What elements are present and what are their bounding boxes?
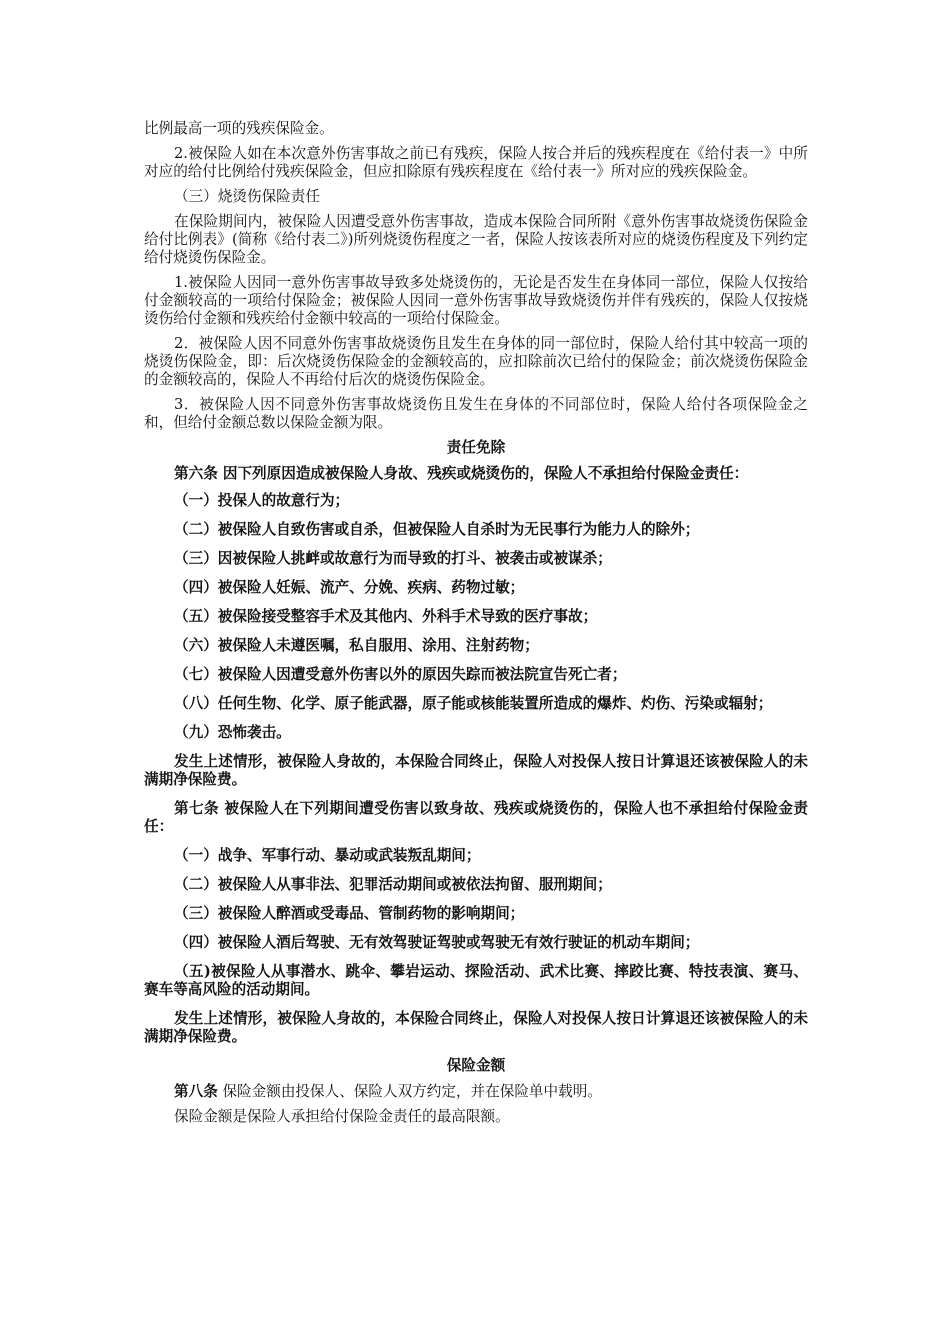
paragraph: （二）被保险人从事非法、犯罪活动期间或被依法拘留、服刑期间； [174, 876, 612, 893]
document-page [144, 120, 808, 1133]
paragraph: 3．被保险人因不同意外伤害事故烧烫伤且发生在身体的不同部位时，保险人给付各项保险金之和，但给付金额总数以保险金额为限。 [144, 396, 808, 431]
section-heading: 保险金额 [446, 1057, 506, 1074]
paragraph: 发生上述情形，被保险人身故的，本保险合同终止，保险人对投保人按日计算退还该被保险人的未满期净保险费。 [144, 1010, 808, 1045]
paragraph: （三）因被保险人挑衅或故意行为而导致的打斗、被袭击或被谋杀； [174, 550, 612, 567]
paragraph: （四）被保险人酒后驾驶、无有效驾驶证驾驶或驾驶无有效行驶证的机动车期间； [174, 934, 700, 951]
paragraph: （六）被保险人未遵医嘱，私自服用、涂用、注射药物； [174, 637, 539, 654]
paragraph: 2.被保险人如在本次意外伤害事故之前已有残疾，保险人按合并后的残疾程度在《给付表一》中所对应的给付比例给付残疾保险金，但应扣除原有残疾程度在《给付表一》所对应的残疾保险金。 [144, 145, 808, 180]
paragraph: （五)被保险人从事潜水、跳伞、攀岩运动、探险活动、武术比赛、摔跤比赛、特技表演、赛马、赛车等高风险的活动期间。 [144, 963, 808, 998]
paragraph: 第六条 因下列原因造成被保险人身故、残疾或烧烫伤的，保险人不承担给付保险金责任： [174, 465, 749, 482]
paragraph: 保险金额是保险人承担给付保险金责任的最高限额。 [174, 1108, 510, 1125]
paragraph: （三）被保险人醉酒或受毒品、管制药物的影响期间； [174, 905, 525, 922]
paragraph: 比例最高一项的残疾保险金。 [144, 120, 334, 137]
paragraph: （五）被保险接受整容手术及其他内、外科手术导致的医疗事故； [174, 608, 598, 625]
paragraph [144, 1083, 808, 1101]
paragraph-text: 保险金额由投保人、保险人双方约定，并在保险单中载明。 [222, 1083, 602, 1100]
paragraph: （一）战争、军事行动、暴动或武装叛乱期间； [174, 847, 481, 864]
paragraph: 发生上述情形，被保险人身故的，本保险合同终止，保险人对投保人按日计算退还该被保险人的未满期净保险费。 [144, 753, 808, 788]
paragraph: （三）烧烫伤保险责任 [174, 188, 320, 205]
paragraph: （二）被保险人自致伤害或自杀，但被保险人自杀时为无民事行为能力人的除外； [174, 521, 700, 538]
paragraph: （九）恐怖袭击。 [174, 724, 291, 741]
paragraph: 1.被保险人因同一意外伤害事故导致多处烧烫伤的，无论是否发生在身体同一部位，保险人仅按给付金额较高的一项给付保险金；被保险人因同一意外伤害事故导致烧烫伤并伴有残疾的，保险人仅按烧烫伤给付金额和残疾给付金额中较高的一项给付保险金。 [144, 274, 808, 327]
paragraph: 在保险期间内，被保险人因遭受意外伤害事故，造成本保险合同所附《意外伤害事故烧烫伤保险金给付比例表》(简称《给付表二》)所列烧烫伤程度之一者，保险人按该表所对应的烧烫伤程度及下列约定给付烧烫伤保险金。 [144, 213, 808, 266]
paragraph: 2．被保险人因不同意外伤害事故烧烫伤且发生在身体的同一部位时，保险人给付其中较高一项的烧烫伤保险金，即：后次烧烫伤保险金的金额较高的，应扣除前次已给付的保险金；前次烧烫伤保险金的金额较高的，保险人不再给付后次的烧烫伤保险金。 [144, 335, 808, 388]
paragraph: （一）投保人的故意行为； [174, 492, 350, 509]
paragraph: （四）被保险人妊娠、流产、分娩、疾病、药物过敏； [174, 579, 525, 596]
paragraph: 第七条 被保险人在下列期间遭受伤害以致身故、残疾或烧烫伤的，保险人也不承担给付保险金责任： [144, 800, 808, 835]
paragraph: （七）被保险人因遭受意外伤害以外的原因失踪而被法院宣告死亡者； [174, 666, 627, 683]
paragraph: （八）任何生物、化学、原子能武器，原子能或核能装置所造成的爆炸、灼伤、污染或辐射； [174, 695, 773, 712]
section-heading: 责任免除 [446, 439, 506, 456]
article-number: 第八条 [174, 1083, 218, 1100]
